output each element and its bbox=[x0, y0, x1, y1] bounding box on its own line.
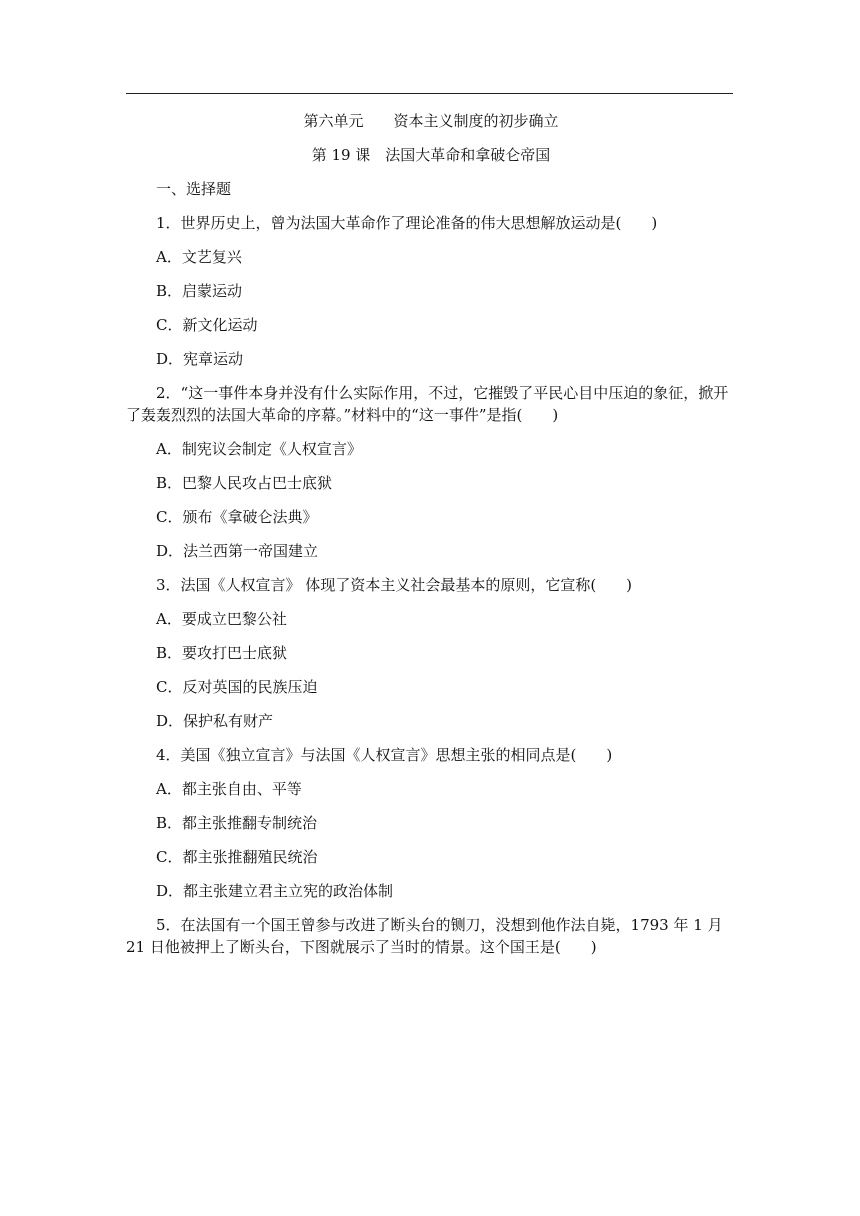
question-2-option-a: A．制宪议会制定《人权宣言》 bbox=[156, 440, 362, 458]
question-3-option-c: C．反对英国的民族压迫 bbox=[156, 678, 318, 696]
unit-title bbox=[126, 110, 736, 132]
question-3-option-a: A．要成立巴黎公社 bbox=[156, 610, 287, 628]
question-2-option-c: C．颁布《拿破仑法典》 bbox=[156, 508, 318, 526]
unit-name: 资本主义制度的初步确立 bbox=[393, 112, 559, 130]
question-4-option-b: B．都主张推翻专制统治 bbox=[156, 814, 318, 832]
question-2-option-d: D．法兰西第一帝国建立 bbox=[156, 542, 319, 560]
section-title: 一、选择题 bbox=[156, 180, 232, 198]
lesson-title: 第 19 课 法国大革命和拿破仑帝国 bbox=[311, 146, 551, 164]
question-3-option-d: D．保护私有财产 bbox=[156, 712, 274, 730]
question-3-stem: 3．法国《人权宣言》 体现了资本主义社会最基本的原则，它宣称( ) bbox=[156, 576, 633, 594]
question-1-option-c: C．新文化运动 bbox=[156, 316, 258, 334]
header-rule bbox=[126, 93, 733, 94]
question-4-option-a: A．都主张自由、平等 bbox=[156, 780, 302, 798]
question-1-option-b: B．启蒙运动 bbox=[156, 282, 243, 300]
question-5-stem: 5．在法国有一个国王曾参与改进了断头台的铡刀，没想到他作法自毙，1793 年 1 月 21 日他被押上了断头台，下图就展示了当时的情景。这个国王是( ) bbox=[126, 916, 723, 956]
question-1-option-d: D．宪章运动 bbox=[156, 350, 244, 368]
document-page bbox=[126, 106, 736, 958]
question-2-option-b: B．巴黎人民攻占巴士底狱 bbox=[156, 474, 333, 492]
question-4-option-d: D．都主张建立君主立宪的政治体制 bbox=[156, 882, 394, 900]
question-2-stem: 2．“这一事件本身并没有什么实际作用，不过，它摧毁了平民心目中压迫的象征，掀开了轰轰烈烈的法国大革命的序幕。”材料中的“这一事件”是指( ) bbox=[126, 384, 729, 424]
question-4-stem: 4．美国《独立宣言》与法国《人权宣言》思想主张的相同点是( ) bbox=[156, 746, 613, 764]
question-1-option-a: A．文艺复兴 bbox=[156, 248, 242, 266]
question-4-option-c: C．都主张推翻殖民统治 bbox=[156, 848, 318, 866]
question-3-option-b: B．要攻打巴士底狱 bbox=[156, 644, 288, 662]
unit-label: 第六单元 bbox=[303, 112, 364, 130]
question-1-stem: 1．世界历史上，曾为法国大革命作了理论准备的伟大思想解放运动是( ) bbox=[156, 214, 658, 232]
